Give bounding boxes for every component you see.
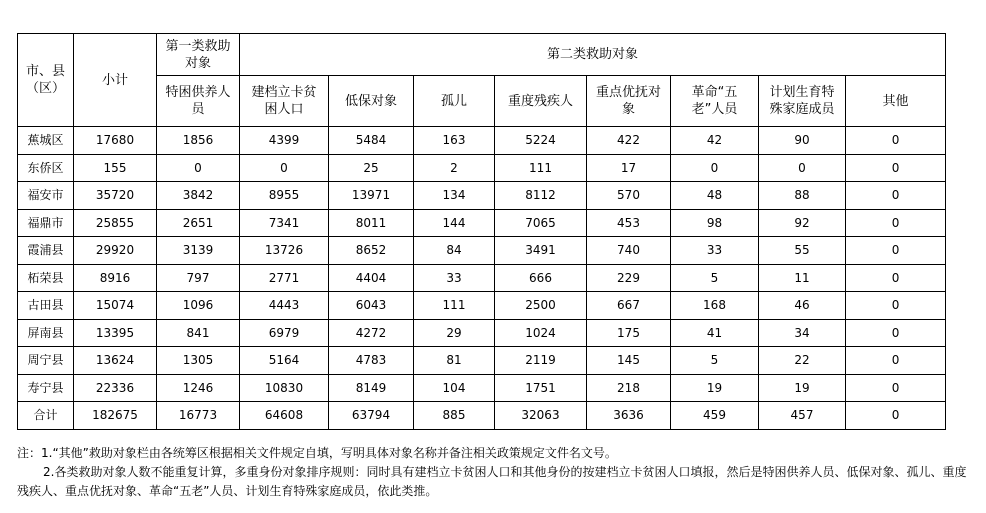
value-cell: 0: [671, 154, 759, 182]
col-header-poverty: 建档立卡贫困人口: [240, 76, 329, 127]
value-cell: 10830: [240, 374, 329, 402]
value-cell: 0: [846, 402, 946, 430]
value-cell: 667: [587, 292, 671, 320]
value-cell: 570: [587, 182, 671, 210]
value-cell: 2: [414, 154, 495, 182]
value-cell: 2771: [240, 264, 329, 292]
value-cell: 88: [759, 182, 846, 210]
table-row: [18, 402, 946, 430]
value-cell: 4272: [329, 319, 414, 347]
value-cell: 453: [587, 209, 671, 237]
value-cell: 182675: [74, 402, 157, 430]
table-row: [18, 292, 946, 320]
value-cell: 15074: [74, 292, 157, 320]
region-cell: 周宁县: [18, 347, 74, 375]
value-cell: 81: [414, 347, 495, 375]
value-cell: 8011: [329, 209, 414, 237]
value-cell: 0: [846, 209, 946, 237]
value-cell: 8652: [329, 237, 414, 265]
region-header: 市、县（区）: [18, 34, 74, 127]
value-cell: 0: [157, 154, 240, 182]
region-cell: 福安市: [18, 182, 74, 210]
value-cell: 6043: [329, 292, 414, 320]
value-cell: 98: [671, 209, 759, 237]
value-cell: 0: [846, 319, 946, 347]
value-cell: 155: [74, 154, 157, 182]
value-cell: 0: [846, 374, 946, 402]
value-cell: 13971: [329, 182, 414, 210]
table-row: [18, 154, 946, 182]
header-row-1: [18, 34, 946, 76]
value-cell: 64608: [240, 402, 329, 430]
value-cell: 5164: [240, 347, 329, 375]
table-row: [18, 209, 946, 237]
table-row: [18, 182, 946, 210]
value-cell: 84: [414, 237, 495, 265]
value-cell: 3491: [495, 237, 587, 265]
value-cell: 1246: [157, 374, 240, 402]
col-header-orphan: 孤儿: [414, 76, 495, 127]
value-cell: 25855: [74, 209, 157, 237]
value-cell: 17: [587, 154, 671, 182]
value-cell: 0: [759, 154, 846, 182]
value-cell: 22: [759, 347, 846, 375]
value-cell: 218: [587, 374, 671, 402]
value-cell: 13624: [74, 347, 157, 375]
value-cell: 7065: [495, 209, 587, 237]
col-header-other: 其他: [846, 76, 946, 127]
value-cell: 111: [495, 154, 587, 182]
value-cell: 666: [495, 264, 587, 292]
value-cell: 0: [846, 264, 946, 292]
value-cell: 33: [414, 264, 495, 292]
value-cell: 0: [846, 292, 946, 320]
col-header-youfu: 重点优抚对象: [587, 76, 671, 127]
value-cell: 41: [671, 319, 759, 347]
region-cell: 合计: [18, 402, 74, 430]
value-cell: 1751: [495, 374, 587, 402]
value-cell: 175: [587, 319, 671, 347]
value-cell: 8149: [329, 374, 414, 402]
value-cell: 42: [671, 127, 759, 155]
category-2-header: 第二类救助对象: [240, 34, 946, 76]
value-cell: 92: [759, 209, 846, 237]
table-row: [18, 264, 946, 292]
value-cell: 841: [157, 319, 240, 347]
col-header-dibao: 低保对象: [329, 76, 414, 127]
value-cell: 5: [671, 264, 759, 292]
value-cell: 8955: [240, 182, 329, 210]
value-cell: 29: [414, 319, 495, 347]
value-cell: 29920: [74, 237, 157, 265]
value-cell: 13395: [74, 319, 157, 347]
value-cell: 48: [671, 182, 759, 210]
table-row: [18, 319, 946, 347]
region-cell: 寿宁县: [18, 374, 74, 402]
value-cell: 6979: [240, 319, 329, 347]
value-cell: 4404: [329, 264, 414, 292]
value-cell: 0: [846, 127, 946, 155]
value-cell: 4399: [240, 127, 329, 155]
value-cell: 1305: [157, 347, 240, 375]
value-cell: 55: [759, 237, 846, 265]
value-cell: 22336: [74, 374, 157, 402]
value-cell: 5: [671, 347, 759, 375]
value-cell: 63794: [329, 402, 414, 430]
value-cell: 3842: [157, 182, 240, 210]
value-cell: 163: [414, 127, 495, 155]
value-cell: 1096: [157, 292, 240, 320]
value-cell: 168: [671, 292, 759, 320]
value-cell: 11: [759, 264, 846, 292]
region-cell: 古田县: [18, 292, 74, 320]
value-cell: 457: [759, 402, 846, 430]
value-cell: 46: [759, 292, 846, 320]
value-cell: 422: [587, 127, 671, 155]
value-cell: 25: [329, 154, 414, 182]
value-cell: 144: [414, 209, 495, 237]
table-row: [18, 374, 946, 402]
value-cell: 13726: [240, 237, 329, 265]
header-row-2: [18, 76, 946, 127]
table-row: [18, 127, 946, 155]
table-row: [18, 237, 946, 265]
region-cell: 东侨区: [18, 154, 74, 182]
value-cell: 0: [846, 182, 946, 210]
region-cell: 蕉城区: [18, 127, 74, 155]
value-cell: 4443: [240, 292, 329, 320]
value-cell: 32063: [495, 402, 587, 430]
subtotal-header: 小计: [74, 34, 157, 127]
value-cell: 229: [587, 264, 671, 292]
value-cell: 740: [587, 237, 671, 265]
value-cell: 35720: [74, 182, 157, 210]
value-cell: 8112: [495, 182, 587, 210]
region-cell: 福鼎市: [18, 209, 74, 237]
note-1: 注：1.“其他”救助对象栏由各统筹区根据相关文件规定自填，写明具体对象名称并备注相关政策规定文件名文号。: [17, 446, 617, 460]
value-cell: 145: [587, 347, 671, 375]
value-cell: 3139: [157, 237, 240, 265]
col-header-disabled: 重度残疾人: [495, 76, 587, 127]
value-cell: 5224: [495, 127, 587, 155]
region-cell: 柘荣县: [18, 264, 74, 292]
footnotes: [17, 444, 967, 501]
value-cell: 7341: [240, 209, 329, 237]
col-header-wulao: 革命“五老”人员: [671, 76, 759, 127]
value-cell: 459: [671, 402, 759, 430]
table-row: [18, 347, 946, 375]
value-cell: 33: [671, 237, 759, 265]
value-cell: 0: [846, 237, 946, 265]
note-2: 2.各类救助对象人数不能重复计算，多重身份对象排序规则：同时具有建档立卡贫困人口和其他身份的按建档立卡贫困人口填报，然后是特困供养人员、低保对象、孤儿、重度残疾人、重点优抚对象、革命“五老”人员、计划生育特殊家庭成员，依此类推。: [17, 465, 967, 498]
value-cell: 4783: [329, 347, 414, 375]
col-header-family-planning: 计划生育特殊家庭成员: [759, 76, 846, 127]
value-cell: 111: [414, 292, 495, 320]
value-cell: 19: [671, 374, 759, 402]
region-cell: 霞浦县: [18, 237, 74, 265]
value-cell: 19: [759, 374, 846, 402]
value-cell: 104: [414, 374, 495, 402]
value-cell: 885: [414, 402, 495, 430]
region-cell: 屏南县: [18, 319, 74, 347]
assistance-table: [17, 33, 946, 430]
value-cell: 2651: [157, 209, 240, 237]
col-header-tekun: 特困供养人员: [157, 76, 240, 127]
value-cell: 90: [759, 127, 846, 155]
value-cell: 797: [157, 264, 240, 292]
value-cell: 2500: [495, 292, 587, 320]
value-cell: 17680: [74, 127, 157, 155]
value-cell: 0: [846, 347, 946, 375]
value-cell: 2119: [495, 347, 587, 375]
value-cell: 0: [846, 154, 946, 182]
value-cell: 0: [240, 154, 329, 182]
value-cell: 134: [414, 182, 495, 210]
value-cell: 3636: [587, 402, 671, 430]
value-cell: 8916: [74, 264, 157, 292]
value-cell: 16773: [157, 402, 240, 430]
category-1-header: 第一类救助对象: [157, 34, 240, 76]
value-cell: 1856: [157, 127, 240, 155]
value-cell: 1024: [495, 319, 587, 347]
value-cell: 5484: [329, 127, 414, 155]
value-cell: 34: [759, 319, 846, 347]
